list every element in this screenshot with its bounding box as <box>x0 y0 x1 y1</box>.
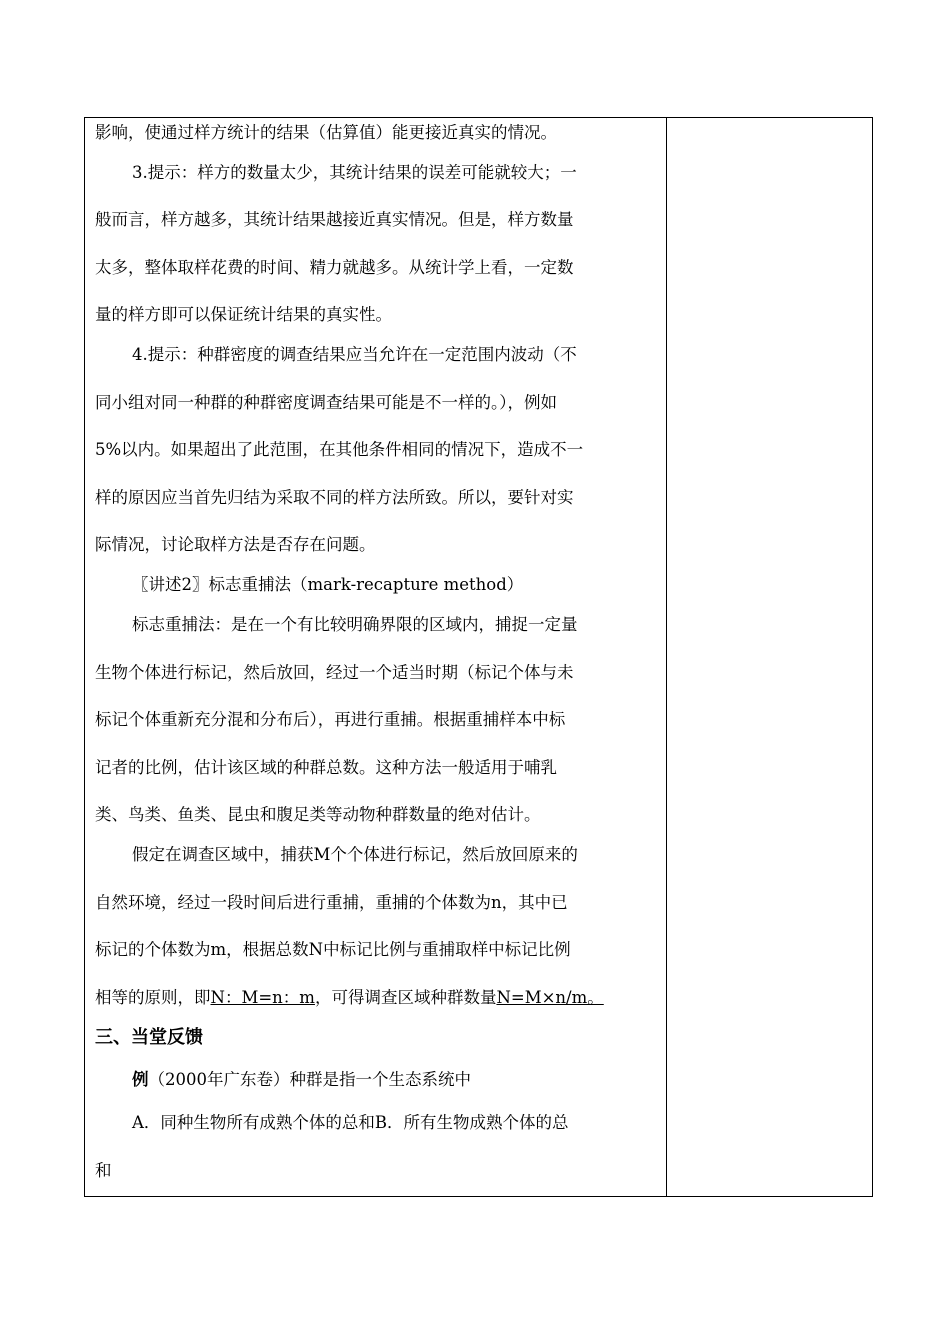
main-content-cell <box>85 118 667 1196</box>
text-line: 量的样方即可以保证统计结果的真实性。 <box>95 305 392 324</box>
text-line: 假定在调查区域中，捕获M个个体进行标记，然后放回原来的 <box>132 845 578 864</box>
formula-line <box>95 988 604 1008</box>
example-label: 例 <box>132 1070 149 1089</box>
section-heading: 三、当堂反馈 <box>95 1027 203 1048</box>
text-line: 类、鸟类、鱼类、昆虫和腹足类等动物种群数量的绝对估计。 <box>95 805 541 824</box>
text-line: 〖讲述2〗标志重捕法（mark-recapture method） <box>132 575 524 594</box>
text-line: 5%以内。如果超出了此范围，在其他条件相同的情况下，造成不一 <box>95 440 584 459</box>
text-line: 记者的比例，估计该区域的种群总数。这种方法一般适用于哺乳 <box>95 758 557 777</box>
formula-prefix: 相等的原则，即 <box>95 988 211 1007</box>
document-table <box>84 117 873 1197</box>
text-line: 太多，整体取样花费的时间、精力就越多。从统计学上看，一定数 <box>95 258 574 277</box>
text-line: 样的原因应当首先归结为采取不同的样方法所致。所以，要针对实 <box>95 488 574 507</box>
formula-population: N=M×n/m。 <box>496 988 604 1007</box>
text-line: 3.提示：样方的数量太少，其统计结果的误差可能就较大；一 <box>132 163 577 182</box>
text-line: 般而言，样方越多，其统计结果越接近真实情况。但是，样方数量 <box>95 210 574 229</box>
formula-middle: ，可得调查区域种群数量 <box>314 988 497 1007</box>
formula-ratio: N：M=n：m <box>210 988 315 1007</box>
text-line: 4.提示：种群密度的调查结果应当允许在一定范围内波动（不 <box>132 345 577 364</box>
text-line: 标记个体重新充分混和分布后），再进行重捕。根据重捕样本中标 <box>95 710 566 729</box>
text-line: 同小组对同一种群的种群密度调查结果可能是不一样的。），例如 <box>95 393 557 412</box>
text-line: 际情况，讨论取样方法是否存在问题。 <box>95 535 376 554</box>
text-line: 影响，使通过样方统计的结果（估算值）能更接近真实的情况。 <box>95 123 557 142</box>
text-line: 自然环境，经过一段时间后进行重捕，重捕的个体数为n，其中已 <box>95 893 568 912</box>
example-text: （2000年广东卷）种群是指一个生态系统中 <box>148 1070 471 1089</box>
option-line: A．同种生物所有成熟个体的总和B．所有生物成熟个体的总 <box>132 1113 569 1132</box>
text-line: 生物个体进行标记，然后放回，经过一个适当时期（标记个体与未 <box>95 663 574 682</box>
text-line: 标志重捕法：是在一个有比较明确界限的区域内，捕捉一定量 <box>132 615 578 634</box>
option-line: 和 <box>95 1161 112 1180</box>
example-line <box>132 1070 471 1090</box>
side-notes-cell <box>667 118 872 1196</box>
text-line: 标记的个体数为m，根据总数N中标记比例与重捕取样中标记比例 <box>95 940 571 959</box>
